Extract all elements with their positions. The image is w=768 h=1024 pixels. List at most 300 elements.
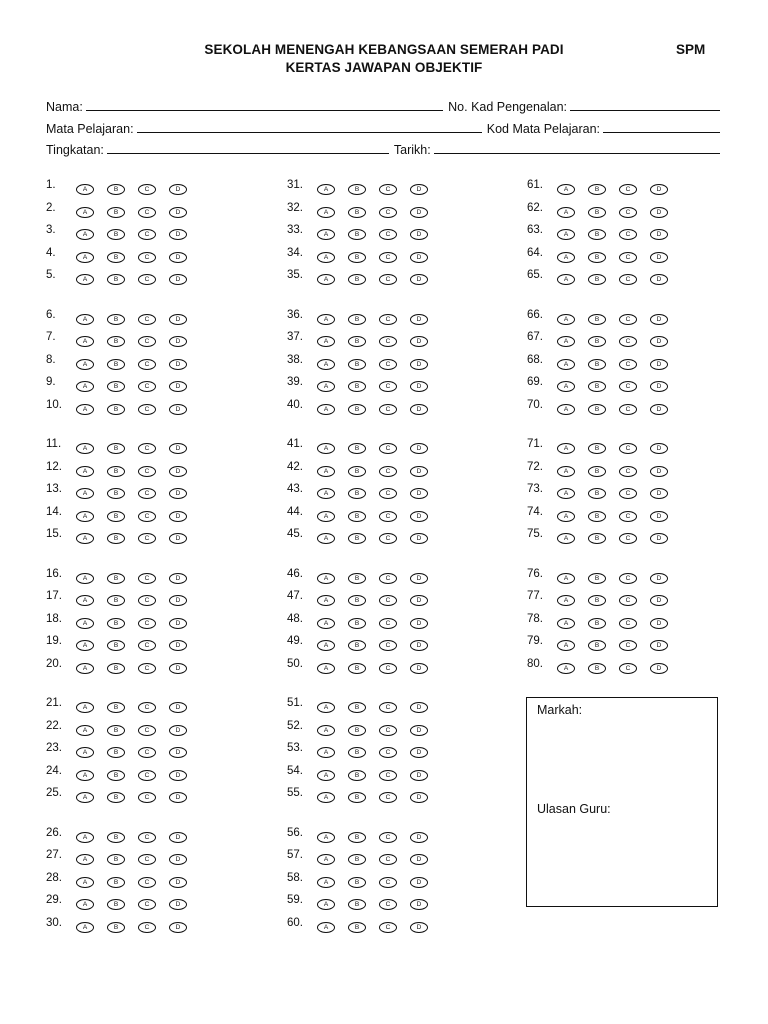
answer-bubble-a[interactable]: A bbox=[317, 640, 335, 651]
answer-bubble-c[interactable]: C bbox=[138, 702, 156, 713]
answer-bubble-c[interactable]: C bbox=[138, 770, 156, 781]
answer-bubble-a[interactable]: A bbox=[557, 573, 575, 584]
answer-bubble-c[interactable]: C bbox=[619, 663, 637, 674]
answer-bubble-b[interactable]: B bbox=[107, 252, 125, 263]
answer-bubble-a[interactable]: A bbox=[317, 702, 335, 713]
answer-bubble-a[interactable]: A bbox=[76, 511, 94, 522]
answer-bubble-d[interactable]: D bbox=[169, 359, 187, 370]
answer-bubble-b[interactable]: B bbox=[107, 877, 125, 888]
answer-bubble-c[interactable]: C bbox=[379, 443, 397, 454]
date-field[interactable] bbox=[434, 153, 720, 154]
answer-bubble-b[interactable]: B bbox=[348, 488, 366, 499]
answer-bubble-d[interactable]: D bbox=[410, 336, 428, 347]
answer-bubble-c[interactable]: C bbox=[619, 336, 637, 347]
answer-bubble-d[interactable]: D bbox=[169, 702, 187, 713]
answer-bubble-b[interactable]: B bbox=[348, 314, 366, 325]
answer-bubble-a[interactable]: A bbox=[557, 207, 575, 218]
answer-bubble-a[interactable]: A bbox=[317, 663, 335, 674]
answer-bubble-b[interactable]: B bbox=[588, 663, 606, 674]
answer-bubble-a[interactable]: A bbox=[76, 854, 94, 865]
answer-bubble-b[interactable]: B bbox=[348, 770, 366, 781]
answer-bubble-b[interactable]: B bbox=[107, 663, 125, 674]
answer-bubble-d[interactable]: D bbox=[410, 314, 428, 325]
answer-bubble-a[interactable]: A bbox=[317, 747, 335, 758]
answer-bubble-b[interactable]: B bbox=[588, 618, 606, 629]
answer-bubble-b[interactable]: B bbox=[348, 640, 366, 651]
answer-bubble-b[interactable]: B bbox=[107, 702, 125, 713]
answer-bubble-c[interactable]: C bbox=[379, 854, 397, 865]
answer-bubble-c[interactable]: C bbox=[619, 466, 637, 477]
answer-bubble-c[interactable]: C bbox=[379, 511, 397, 522]
answer-bubble-c[interactable]: C bbox=[619, 443, 637, 454]
answer-bubble-d[interactable]: D bbox=[650, 443, 668, 454]
answer-bubble-d[interactable]: D bbox=[650, 207, 668, 218]
answer-bubble-b[interactable]: B bbox=[588, 229, 606, 240]
answer-bubble-d[interactable]: D bbox=[410, 618, 428, 629]
answer-bubble-b[interactable]: B bbox=[107, 274, 125, 285]
answer-bubble-d[interactable]: D bbox=[410, 770, 428, 781]
answer-bubble-a[interactable]: A bbox=[76, 595, 94, 606]
answer-bubble-b[interactable]: B bbox=[348, 702, 366, 713]
answer-bubble-d[interactable]: D bbox=[169, 877, 187, 888]
answer-bubble-a[interactable]: A bbox=[317, 511, 335, 522]
answer-bubble-d[interactable]: D bbox=[169, 899, 187, 910]
answer-bubble-c[interactable]: C bbox=[619, 184, 637, 195]
answer-bubble-c[interactable]: C bbox=[379, 702, 397, 713]
answer-bubble-a[interactable]: A bbox=[317, 252, 335, 263]
answer-bubble-b[interactable]: B bbox=[588, 488, 606, 499]
answer-bubble-a[interactable]: A bbox=[76, 832, 94, 843]
answer-bubble-a[interactable]: A bbox=[557, 443, 575, 454]
answer-bubble-a[interactable]: A bbox=[76, 252, 94, 263]
answer-bubble-b[interactable]: B bbox=[348, 207, 366, 218]
answer-bubble-a[interactable]: A bbox=[317, 922, 335, 933]
answer-bubble-d[interactable]: D bbox=[410, 854, 428, 865]
answer-bubble-d[interactable]: D bbox=[650, 640, 668, 651]
answer-bubble-c[interactable]: C bbox=[379, 184, 397, 195]
answer-bubble-d[interactable]: D bbox=[410, 381, 428, 392]
answer-bubble-d[interactable]: D bbox=[169, 832, 187, 843]
answer-bubble-d[interactable]: D bbox=[169, 184, 187, 195]
answer-bubble-b[interactable]: B bbox=[588, 184, 606, 195]
answer-bubble-c[interactable]: C bbox=[619, 229, 637, 240]
answer-bubble-a[interactable]: A bbox=[317, 443, 335, 454]
answer-bubble-a[interactable]: A bbox=[76, 663, 94, 674]
answer-bubble-b[interactable]: B bbox=[348, 832, 366, 843]
answer-bubble-a[interactable]: A bbox=[557, 359, 575, 370]
answer-bubble-a[interactable]: A bbox=[76, 336, 94, 347]
answer-bubble-d[interactable]: D bbox=[650, 511, 668, 522]
answer-bubble-b[interactable]: B bbox=[588, 274, 606, 285]
answer-bubble-d[interactable]: D bbox=[169, 922, 187, 933]
answer-bubble-a[interactable]: A bbox=[317, 792, 335, 803]
answer-bubble-d[interactable]: D bbox=[169, 381, 187, 392]
answer-bubble-a[interactable]: A bbox=[557, 184, 575, 195]
answer-bubble-b[interactable]: B bbox=[107, 618, 125, 629]
answer-bubble-c[interactable]: C bbox=[619, 640, 637, 651]
answer-bubble-c[interactable]: C bbox=[138, 274, 156, 285]
answer-bubble-b[interactable]: B bbox=[348, 533, 366, 544]
answer-bubble-d[interactable]: D bbox=[169, 747, 187, 758]
answer-bubble-b[interactable]: B bbox=[107, 832, 125, 843]
answer-bubble-d[interactable]: D bbox=[169, 595, 187, 606]
answer-bubble-c[interactable]: C bbox=[379, 595, 397, 606]
answer-bubble-c[interactable]: C bbox=[138, 511, 156, 522]
answer-bubble-c[interactable]: C bbox=[619, 488, 637, 499]
answer-bubble-a[interactable]: A bbox=[76, 466, 94, 477]
answer-bubble-c[interactable]: C bbox=[619, 359, 637, 370]
answer-bubble-c[interactable]: C bbox=[138, 229, 156, 240]
answer-bubble-b[interactable]: B bbox=[107, 770, 125, 781]
answer-bubble-b[interactable]: B bbox=[588, 336, 606, 347]
answer-bubble-d[interactable]: D bbox=[169, 533, 187, 544]
answer-bubble-d[interactable]: D bbox=[169, 229, 187, 240]
answer-bubble-d[interactable]: D bbox=[410, 640, 428, 651]
answer-bubble-b[interactable]: B bbox=[107, 533, 125, 544]
answer-bubble-c[interactable]: C bbox=[379, 877, 397, 888]
answer-bubble-b[interactable]: B bbox=[107, 640, 125, 651]
answer-bubble-c[interactable]: C bbox=[138, 314, 156, 325]
answer-bubble-a[interactable]: A bbox=[317, 832, 335, 843]
answer-bubble-d[interactable]: D bbox=[410, 404, 428, 415]
answer-bubble-a[interactable]: A bbox=[317, 336, 335, 347]
answer-bubble-b[interactable]: B bbox=[348, 336, 366, 347]
answer-bubble-b[interactable]: B bbox=[588, 533, 606, 544]
answer-bubble-c[interactable]: C bbox=[138, 404, 156, 415]
answer-bubble-c[interactable]: C bbox=[138, 595, 156, 606]
answer-bubble-b[interactable]: B bbox=[348, 725, 366, 736]
answer-bubble-b[interactable]: B bbox=[107, 229, 125, 240]
answer-bubble-a[interactable]: A bbox=[557, 466, 575, 477]
answer-bubble-d[interactable]: D bbox=[169, 792, 187, 803]
answer-bubble-b[interactable]: B bbox=[348, 792, 366, 803]
answer-bubble-a[interactable]: A bbox=[557, 533, 575, 544]
answer-bubble-a[interactable]: A bbox=[317, 533, 335, 544]
answer-bubble-a[interactable]: A bbox=[76, 922, 94, 933]
answer-bubble-a[interactable]: A bbox=[317, 595, 335, 606]
answer-bubble-d[interactable]: D bbox=[650, 359, 668, 370]
answer-bubble-b[interactable]: B bbox=[107, 466, 125, 477]
answer-bubble-a[interactable]: A bbox=[76, 877, 94, 888]
answer-bubble-c[interactable]: C bbox=[138, 466, 156, 477]
answer-bubble-c[interactable]: C bbox=[138, 573, 156, 584]
answer-bubble-c[interactable]: C bbox=[619, 314, 637, 325]
answer-bubble-d[interactable]: D bbox=[169, 443, 187, 454]
answer-bubble-b[interactable]: B bbox=[107, 922, 125, 933]
answer-bubble-a[interactable]: A bbox=[557, 404, 575, 415]
answer-bubble-d[interactable]: D bbox=[410, 747, 428, 758]
answer-bubble-d[interactable]: D bbox=[650, 663, 668, 674]
answer-bubble-b[interactable]: B bbox=[348, 381, 366, 392]
answer-bubble-a[interactable]: A bbox=[76, 640, 94, 651]
answer-bubble-d[interactable]: D bbox=[650, 274, 668, 285]
answer-bubble-c[interactable]: C bbox=[379, 207, 397, 218]
answer-bubble-d[interactable]: D bbox=[169, 314, 187, 325]
answer-bubble-b[interactable]: B bbox=[348, 877, 366, 888]
answer-bubble-b[interactable]: B bbox=[348, 443, 366, 454]
answer-bubble-d[interactable]: D bbox=[650, 252, 668, 263]
answer-bubble-c[interactable]: C bbox=[379, 252, 397, 263]
answer-bubble-b[interactable]: B bbox=[348, 229, 366, 240]
answer-bubble-b[interactable]: B bbox=[348, 252, 366, 263]
answer-bubble-d[interactable]: D bbox=[410, 488, 428, 499]
answer-bubble-b[interactable]: B bbox=[588, 443, 606, 454]
answer-bubble-a[interactable]: A bbox=[317, 184, 335, 195]
answer-bubble-b[interactable]: B bbox=[588, 404, 606, 415]
answer-bubble-b[interactable]: B bbox=[107, 314, 125, 325]
answer-bubble-a[interactable]: A bbox=[317, 488, 335, 499]
answer-bubble-c[interactable]: C bbox=[379, 640, 397, 651]
answer-bubble-c[interactable]: C bbox=[619, 595, 637, 606]
answer-bubble-a[interactable]: A bbox=[557, 488, 575, 499]
answer-bubble-a[interactable]: A bbox=[317, 466, 335, 477]
answer-bubble-c[interactable]: C bbox=[379, 747, 397, 758]
answer-bubble-c[interactable]: C bbox=[619, 404, 637, 415]
answer-bubble-b[interactable]: B bbox=[348, 854, 366, 865]
answer-bubble-c[interactable]: C bbox=[619, 207, 637, 218]
answer-bubble-c[interactable]: C bbox=[379, 663, 397, 674]
answer-bubble-d[interactable]: D bbox=[650, 404, 668, 415]
answer-bubble-c[interactable]: C bbox=[619, 511, 637, 522]
answer-bubble-c[interactable]: C bbox=[379, 618, 397, 629]
answer-bubble-d[interactable]: D bbox=[650, 488, 668, 499]
answer-bubble-c[interactable]: C bbox=[379, 573, 397, 584]
answer-bubble-d[interactable]: D bbox=[650, 618, 668, 629]
answer-bubble-a[interactable]: A bbox=[76, 274, 94, 285]
answer-bubble-b[interactable]: B bbox=[348, 618, 366, 629]
answer-bubble-d[interactable]: D bbox=[169, 640, 187, 651]
answer-bubble-a[interactable]: A bbox=[317, 618, 335, 629]
answer-bubble-a[interactable]: A bbox=[557, 595, 575, 606]
answer-bubble-b[interactable]: B bbox=[348, 747, 366, 758]
answer-bubble-a[interactable]: A bbox=[557, 511, 575, 522]
answer-bubble-c[interactable]: C bbox=[138, 747, 156, 758]
answer-bubble-a[interactable]: A bbox=[317, 573, 335, 584]
answer-bubble-a[interactable]: A bbox=[557, 336, 575, 347]
answer-bubble-a[interactable]: A bbox=[76, 229, 94, 240]
answer-bubble-d[interactable]: D bbox=[410, 466, 428, 477]
answer-bubble-c[interactable]: C bbox=[138, 443, 156, 454]
answer-bubble-d[interactable]: D bbox=[169, 770, 187, 781]
answer-bubble-a[interactable]: A bbox=[76, 381, 94, 392]
answer-bubble-d[interactable]: D bbox=[410, 184, 428, 195]
answer-bubble-b[interactable]: B bbox=[588, 466, 606, 477]
answer-bubble-b[interactable]: B bbox=[348, 274, 366, 285]
answer-bubble-c[interactable]: C bbox=[138, 252, 156, 263]
answer-bubble-b[interactable]: B bbox=[107, 381, 125, 392]
answer-bubble-c[interactable]: C bbox=[138, 854, 156, 865]
answer-bubble-d[interactable]: D bbox=[169, 663, 187, 674]
answer-bubble-b[interactable]: B bbox=[588, 573, 606, 584]
answer-bubble-d[interactable]: D bbox=[410, 511, 428, 522]
answer-bubble-b[interactable]: B bbox=[588, 207, 606, 218]
answer-bubble-d[interactable]: D bbox=[650, 573, 668, 584]
answer-bubble-a[interactable]: A bbox=[317, 274, 335, 285]
answer-bubble-c[interactable]: C bbox=[138, 359, 156, 370]
answer-bubble-c[interactable]: C bbox=[379, 725, 397, 736]
answer-bubble-b[interactable]: B bbox=[348, 663, 366, 674]
answer-bubble-a[interactable]: A bbox=[317, 899, 335, 910]
answer-bubble-d[interactable]: D bbox=[410, 274, 428, 285]
answer-bubble-a[interactable]: A bbox=[557, 381, 575, 392]
answer-bubble-a[interactable]: A bbox=[557, 663, 575, 674]
answer-bubble-d[interactable]: D bbox=[650, 184, 668, 195]
answer-bubble-a[interactable]: A bbox=[317, 725, 335, 736]
answer-bubble-b[interactable]: B bbox=[107, 747, 125, 758]
answer-bubble-b[interactable]: B bbox=[107, 207, 125, 218]
answer-bubble-b[interactable]: B bbox=[588, 252, 606, 263]
answer-bubble-c[interactable]: C bbox=[138, 792, 156, 803]
ic-field[interactable] bbox=[570, 110, 720, 111]
subject-field[interactable] bbox=[137, 132, 482, 133]
answer-bubble-a[interactable]: A bbox=[76, 533, 94, 544]
answer-bubble-a[interactable]: A bbox=[76, 899, 94, 910]
answer-bubble-b[interactable]: B bbox=[107, 854, 125, 865]
answer-bubble-c[interactable]: C bbox=[138, 618, 156, 629]
answer-bubble-b[interactable]: B bbox=[588, 359, 606, 370]
answer-bubble-d[interactable]: D bbox=[169, 573, 187, 584]
answer-bubble-c[interactable]: C bbox=[379, 899, 397, 910]
answer-bubble-c[interactable]: C bbox=[379, 274, 397, 285]
answer-bubble-d[interactable]: D bbox=[410, 922, 428, 933]
answer-bubble-d[interactable]: D bbox=[410, 832, 428, 843]
answer-bubble-c[interactable]: C bbox=[138, 184, 156, 195]
answer-bubble-b[interactable]: B bbox=[348, 184, 366, 195]
answer-bubble-c[interactable]: C bbox=[619, 274, 637, 285]
answer-bubble-d[interactable]: D bbox=[650, 533, 668, 544]
answer-bubble-d[interactable]: D bbox=[410, 207, 428, 218]
answer-bubble-b[interactable]: B bbox=[107, 792, 125, 803]
answer-bubble-d[interactable]: D bbox=[650, 595, 668, 606]
answer-bubble-d[interactable]: D bbox=[169, 404, 187, 415]
answer-bubble-c[interactable]: C bbox=[379, 832, 397, 843]
answer-bubble-a[interactable]: A bbox=[317, 314, 335, 325]
answer-bubble-a[interactable]: A bbox=[76, 770, 94, 781]
answer-bubble-d[interactable]: D bbox=[169, 466, 187, 477]
answer-bubble-c[interactable]: C bbox=[138, 832, 156, 843]
answer-bubble-a[interactable]: A bbox=[317, 359, 335, 370]
answer-bubble-a[interactable]: A bbox=[76, 314, 94, 325]
answer-bubble-a[interactable]: A bbox=[557, 274, 575, 285]
answer-bubble-b[interactable]: B bbox=[107, 488, 125, 499]
answer-bubble-b[interactable]: B bbox=[348, 899, 366, 910]
answer-bubble-b[interactable]: B bbox=[348, 922, 366, 933]
answer-bubble-c[interactable]: C bbox=[138, 640, 156, 651]
answer-bubble-b[interactable]: B bbox=[348, 511, 366, 522]
answer-bubble-a[interactable]: A bbox=[317, 207, 335, 218]
answer-bubble-d[interactable]: D bbox=[169, 336, 187, 347]
answer-bubble-a[interactable]: A bbox=[317, 854, 335, 865]
answer-bubble-b[interactable]: B bbox=[107, 404, 125, 415]
answer-bubble-a[interactable]: A bbox=[76, 792, 94, 803]
answer-bubble-b[interactable]: B bbox=[107, 899, 125, 910]
form-field[interactable] bbox=[107, 153, 389, 154]
nama-field[interactable] bbox=[86, 110, 443, 111]
answer-bubble-b[interactable]: B bbox=[107, 359, 125, 370]
answer-bubble-b[interactable]: B bbox=[588, 511, 606, 522]
answer-bubble-c[interactable]: C bbox=[138, 899, 156, 910]
answer-bubble-a[interactable]: A bbox=[557, 252, 575, 263]
answer-bubble-a[interactable]: A bbox=[317, 229, 335, 240]
answer-bubble-a[interactable]: A bbox=[76, 184, 94, 195]
answer-bubble-c[interactable]: C bbox=[138, 663, 156, 674]
answer-bubble-c[interactable]: C bbox=[138, 533, 156, 544]
answer-bubble-d[interactable]: D bbox=[650, 314, 668, 325]
answer-bubble-b[interactable]: B bbox=[348, 359, 366, 370]
answer-bubble-d[interactable]: D bbox=[169, 725, 187, 736]
answer-bubble-d[interactable]: D bbox=[410, 359, 428, 370]
answer-bubble-d[interactable]: D bbox=[410, 663, 428, 674]
answer-bubble-c[interactable]: C bbox=[379, 359, 397, 370]
answer-bubble-a[interactable]: A bbox=[76, 747, 94, 758]
answer-bubble-d[interactable]: D bbox=[410, 443, 428, 454]
answer-bubble-d[interactable]: D bbox=[650, 229, 668, 240]
answer-bubble-b[interactable]: B bbox=[107, 573, 125, 584]
answer-bubble-c[interactable]: C bbox=[619, 573, 637, 584]
answer-bubble-a[interactable]: A bbox=[76, 618, 94, 629]
answer-bubble-a[interactable]: A bbox=[76, 573, 94, 584]
answer-bubble-a[interactable]: A bbox=[76, 702, 94, 713]
answer-bubble-d[interactable]: D bbox=[169, 274, 187, 285]
answer-bubble-d[interactable]: D bbox=[650, 466, 668, 477]
answer-bubble-c[interactable]: C bbox=[138, 488, 156, 499]
answer-bubble-c[interactable]: C bbox=[138, 381, 156, 392]
answer-bubble-c[interactable]: C bbox=[379, 404, 397, 415]
answer-bubble-b[interactable]: B bbox=[107, 184, 125, 195]
answer-bubble-b[interactable]: B bbox=[348, 595, 366, 606]
answer-bubble-a[interactable]: A bbox=[557, 229, 575, 240]
answer-bubble-a[interactable]: A bbox=[76, 404, 94, 415]
answer-bubble-b[interactable]: B bbox=[107, 725, 125, 736]
answer-bubble-d[interactable]: D bbox=[410, 573, 428, 584]
answer-bubble-b[interactable]: B bbox=[348, 466, 366, 477]
answer-bubble-d[interactable]: D bbox=[410, 725, 428, 736]
answer-bubble-d[interactable]: D bbox=[169, 252, 187, 263]
answer-bubble-d[interactable]: D bbox=[410, 702, 428, 713]
answer-bubble-c[interactable]: C bbox=[379, 770, 397, 781]
answer-bubble-a[interactable]: A bbox=[76, 488, 94, 499]
answer-bubble-c[interactable]: C bbox=[138, 725, 156, 736]
answer-bubble-b[interactable]: B bbox=[588, 314, 606, 325]
answer-bubble-c[interactable]: C bbox=[619, 533, 637, 544]
answer-bubble-a[interactable]: A bbox=[317, 381, 335, 392]
answer-bubble-c[interactable]: C bbox=[138, 922, 156, 933]
answer-bubble-d[interactable]: D bbox=[169, 511, 187, 522]
answer-bubble-b[interactable]: B bbox=[107, 443, 125, 454]
answer-bubble-c[interactable]: C bbox=[379, 488, 397, 499]
answer-bubble-c[interactable]: C bbox=[379, 922, 397, 933]
answer-bubble-b[interactable]: B bbox=[348, 573, 366, 584]
answer-bubble-b[interactable]: B bbox=[588, 381, 606, 392]
answer-bubble-b[interactable]: B bbox=[107, 511, 125, 522]
answer-bubble-c[interactable]: C bbox=[379, 229, 397, 240]
answer-bubble-d[interactable]: D bbox=[410, 792, 428, 803]
answer-bubble-a[interactable]: A bbox=[317, 404, 335, 415]
answer-bubble-c[interactable]: C bbox=[379, 336, 397, 347]
answer-bubble-a[interactable]: A bbox=[317, 770, 335, 781]
answer-bubble-d[interactable]: D bbox=[169, 618, 187, 629]
answer-bubble-c[interactable]: C bbox=[379, 792, 397, 803]
answer-bubble-c[interactable]: C bbox=[379, 466, 397, 477]
answer-bubble-c[interactable]: C bbox=[619, 618, 637, 629]
answer-bubble-b[interactable]: B bbox=[588, 595, 606, 606]
answer-bubble-d[interactable]: D bbox=[169, 854, 187, 865]
answer-bubble-d[interactable]: D bbox=[650, 336, 668, 347]
answer-bubble-c[interactable]: C bbox=[138, 207, 156, 218]
answer-bubble-a[interactable]: A bbox=[317, 877, 335, 888]
answer-bubble-c[interactable]: C bbox=[379, 533, 397, 544]
answer-bubble-c[interactable]: C bbox=[379, 314, 397, 325]
